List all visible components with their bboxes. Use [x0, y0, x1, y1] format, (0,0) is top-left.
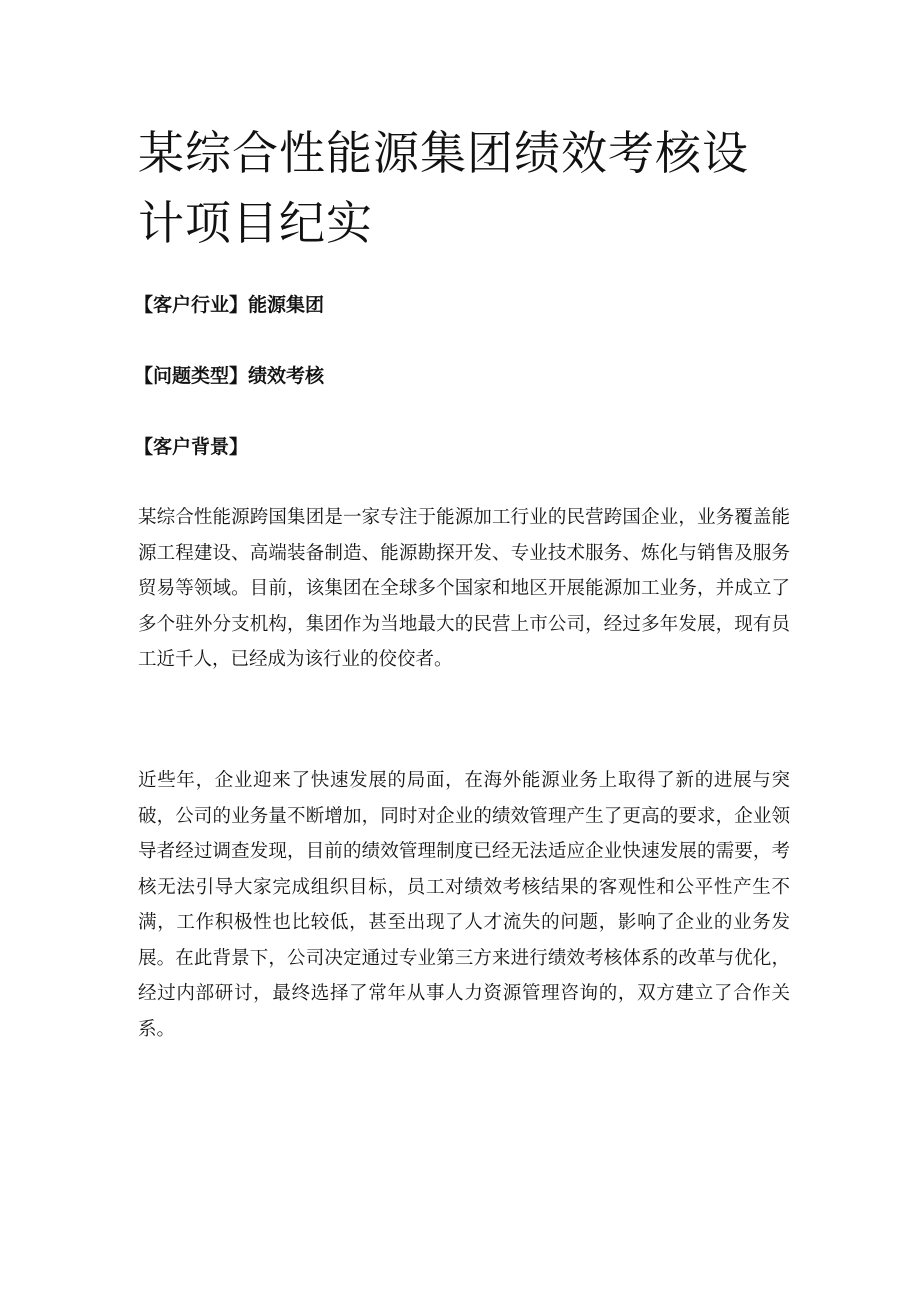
background-paragraph: 某综合性能源跨国集团是一家专注于能源加工行业的民营跨国企业，业务覆盖能源工程建设、高端装备制造、能源勘探开发、专业技术服务、炼化与销售及服务贸易等领域。目前，该集团在全球多个国家和地区开展能源加工业务，并成立了多个驻外分支机构，集团作为当地最大的民营上市公司，经过多年发展，现有员工近千人，已经成为该行业的佼佼者。: [138, 507, 790, 670]
meta-label: 【客户背景】: [134, 436, 249, 458]
meta-problem-type: [134, 363, 325, 389]
document-page: [134, 0, 790, 1301]
background-paragraph: 近些年，企业迎来了快速发展的局面，在海外能源业务上取得了新的进展与突破，公司的业务量不断增加，同时对企业的绩效管理产生了更高的要求，企业领导者经过调查发现，目前的绩效管理制度已经无法适应企业快速发展的需要，考核无法引导大家完成组织目标，员工对绩效考核结果的客观性和公平性产生不满，工作积极性也比较低，甚至出现了人才流失的问题，影响了企业的业务发展。在此背景下，公司决定通过专业第三方来进行绩效考核体系的改革与优化，经过内部研讨，最终选择了常年从事人力资源管理咨询的，双方建立了合作关系。: [138, 770, 790, 1040]
meta-label: 【客户行业】: [134, 294, 249, 316]
meta-client-industry: [134, 292, 325, 318]
meta-value: 绩效考核: [248, 365, 325, 387]
meta-label: 【问题类型】: [134, 365, 249, 387]
meta-client-background: [134, 434, 249, 460]
meta-value: 能源集团: [248, 294, 325, 316]
document-title: 某综合性能源集团绩效考核设计项目纪实: [138, 126, 749, 250]
